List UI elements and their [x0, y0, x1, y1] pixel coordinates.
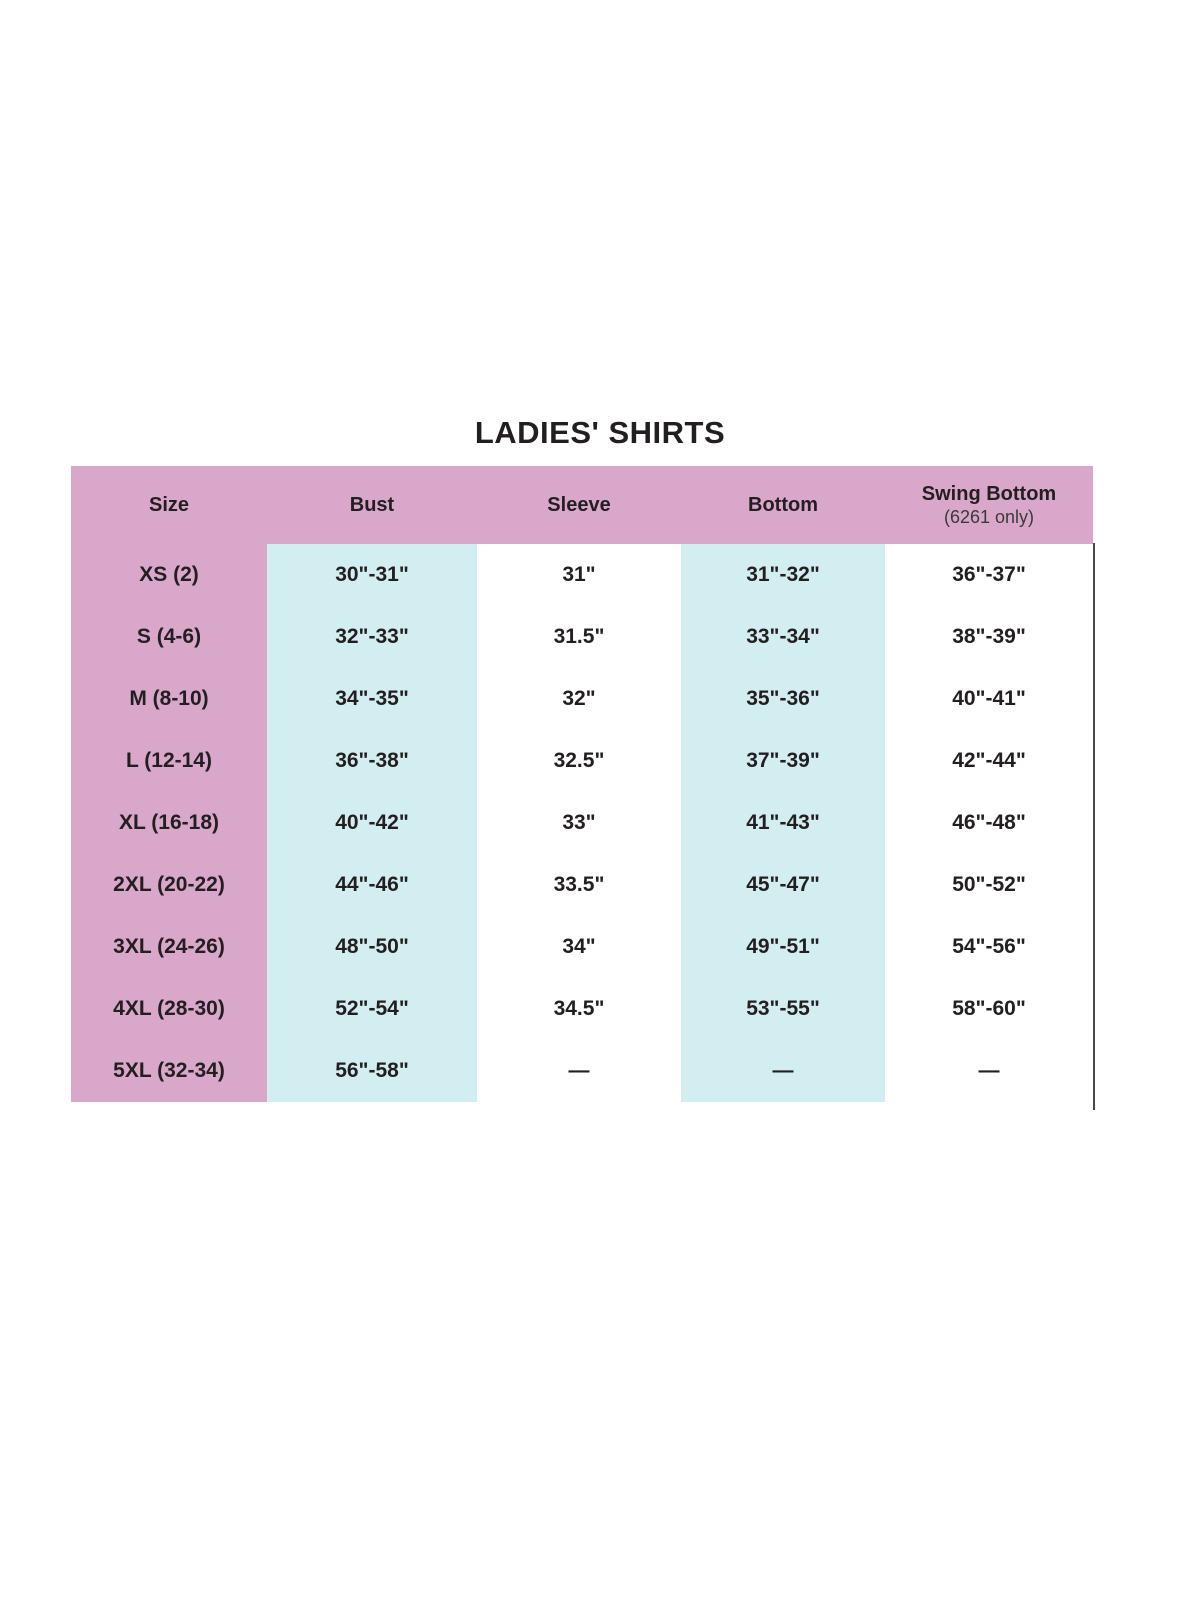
cell-size: M (8-10) [71, 668, 267, 730]
column-header-bust-label: Bust [349, 493, 395, 516]
cell-bust: 32"-33" [267, 606, 477, 668]
table-right-divider [1093, 543, 1095, 1110]
cell-swing-bottom: 42"-44" [885, 730, 1093, 792]
cell-swing-bottom: 50"-52" [885, 854, 1093, 916]
cell-bust: 34"-35" [267, 668, 477, 730]
column-header-swing-bottom-note: (6261 only) [943, 506, 1035, 527]
column-header-sleeve [477, 466, 681, 544]
cell-bust: 56"-58" [267, 1040, 477, 1102]
table-row [71, 978, 1093, 1040]
cell-bottom: 31"-32" [681, 544, 885, 606]
cell-bust: 30"-31" [267, 544, 477, 606]
column-header-sleeve-label: Sleeve [547, 493, 611, 516]
cell-sleeve: 31.5" [477, 606, 681, 668]
cell-size: XL (16-18) [71, 792, 267, 854]
cell-swing-bottom: 40"-41" [885, 668, 1093, 730]
cell-sleeve: 33" [477, 792, 681, 854]
cell-bottom: 53"-55" [681, 978, 885, 1040]
cell-bust: 36"-38" [267, 730, 477, 792]
table-row [71, 916, 1093, 978]
cell-sleeve: 32" [477, 668, 681, 730]
table-row [71, 730, 1093, 792]
cell-bottom: 45"-47" [681, 854, 885, 916]
cell-size: S (4-6) [71, 606, 267, 668]
cell-swing-bottom: 58"-60" [885, 978, 1093, 1040]
cell-swing-bottom: 54"-56" [885, 916, 1093, 978]
cell-bust: 40"-42" [267, 792, 477, 854]
cell-size: 5XL (32-34) [71, 1040, 267, 1102]
cell-bottom: 33"-34" [681, 606, 885, 668]
column-header-bottom-label: Bottom [748, 493, 818, 516]
column-header-bottom [681, 466, 885, 544]
cell-bust: 44"-46" [267, 854, 477, 916]
cell-bust: 48"-50" [267, 916, 477, 978]
cell-swing-bottom: 46"-48" [885, 792, 1093, 854]
cell-bottom: 49"-51" [681, 916, 885, 978]
column-header-swing-bottom [885, 466, 1093, 544]
cell-bottom: 35"-36" [681, 668, 885, 730]
page-title: LADIES' SHIRTS [474, 415, 726, 450]
column-header-bust [267, 466, 477, 544]
cell-size: 4XL (28-30) [71, 978, 267, 1040]
column-header-size [71, 466, 267, 544]
table-row [71, 606, 1093, 668]
cell-swing-bottom: 36"-37" [885, 544, 1093, 606]
cell-swing-bottom: — [885, 1040, 1093, 1102]
cell-swing-bottom: 38"-39" [885, 606, 1093, 668]
cell-bottom: — [681, 1040, 885, 1102]
cell-sleeve: — [477, 1040, 681, 1102]
cell-size: L (12-14) [71, 730, 267, 792]
table-header [71, 466, 1093, 544]
table-row [71, 854, 1093, 916]
cell-sleeve: 31" [477, 544, 681, 606]
table-row [71, 544, 1093, 606]
cell-sleeve: 32.5" [477, 730, 681, 792]
size-chart-table-container [71, 466, 1093, 1102]
table-body [71, 544, 1093, 1102]
column-header-size-label: Size [148, 493, 190, 516]
table-row [71, 1040, 1093, 1102]
cell-bottom: 41"-43" [681, 792, 885, 854]
column-header-swing-bottom-label: Swing Bottom [921, 483, 1057, 506]
cell-sleeve: 34" [477, 916, 681, 978]
cell-size: 2XL (20-22) [71, 854, 267, 916]
cell-bust: 52"-54" [267, 978, 477, 1040]
cell-size: XS (2) [71, 544, 267, 606]
cell-size: 3XL (24-26) [71, 916, 267, 978]
cell-sleeve: 34.5" [477, 978, 681, 1040]
size-chart-table [71, 466, 1093, 1102]
header-row [71, 466, 1093, 544]
cell-bottom: 37"-39" [681, 730, 885, 792]
table-row [71, 668, 1093, 730]
cell-sleeve: 33.5" [477, 854, 681, 916]
table-row [71, 792, 1093, 854]
